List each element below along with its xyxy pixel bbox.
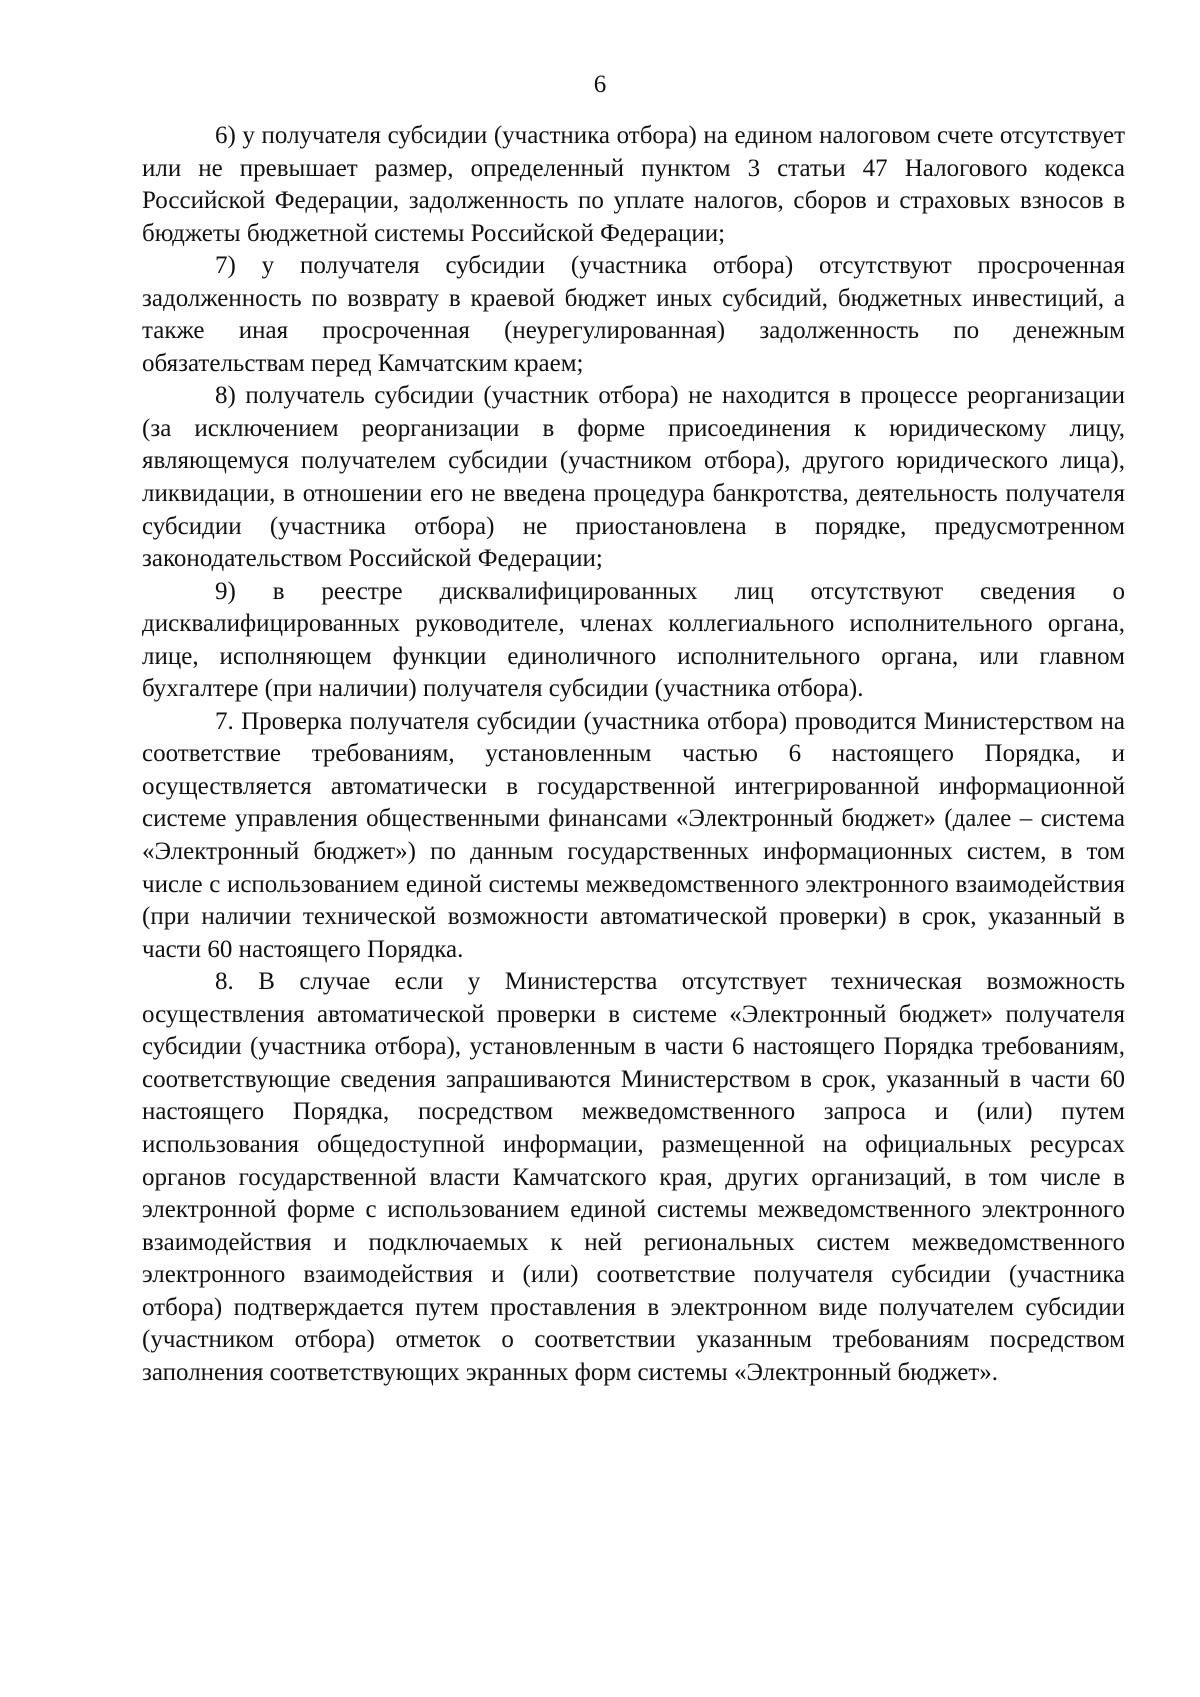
paragraph-item-7: 7) у получателя субсидии (участника отбора) отсутствуют просроченная задолженность по возврату в краевой бюджет иных субсидий, бюджетных инвестиций, а также иная просроченная (неурегулированная) задолженность по денежным обязательствам перед Камчатским краем;: [142, 252, 1125, 377]
paragraph-section-7: 7. Проверка получателя субсидии (участника отбора) проводится Министерством на соответствие требованиям, установленным частью 6 настоящего Порядка, и осуществляется автоматически в государственной интегрированной информационной системе управления общественными финансами «Электронный бюджет» (далее – система «Электронный бюджет») по данным государственных информационных систем, в том числе с использованием единой системы межведомственного электронного взаимодействия (при наличии технической возможности автоматической проверки) в срок, указанный в части 60 настоящего Порядка.: [142, 707, 1125, 963]
page-number: 6: [593, 71, 607, 98]
paragraph-item-8: 8) получатель субсидии (участник отбора) не находится в процессе реорганизации (за исключением реорганизации в форме присоединения к юридическому лицу, являющемуся получателем субсидии (участником отбора), другого юридического лица), ликвидации, в отношении его не введена процедура банкротства, деятельность получателя субсидии (участника отбора) не приостановлена в порядке, предусмотренном законодательством Российской Федерации;: [142, 382, 1125, 573]
document-body: [142, 120, 1125, 1389]
paragraph-item-6: 6) у получателя субсидии (участника отбора) на едином налоговом счете отсутствует или не превышает размер, определенный пунктом 3 статьи 47 Налогового кодекса Российской Федерации, задолженность по уплате налогов, сборов и страховых взносов в бюджеты бюджетной системы Российской Федерации;: [142, 122, 1125, 247]
paragraph-section-8: 8. В случае если у Министерства отсутствует техническая возможность осуществления автоматической проверки в системе «Электронный бюджет» получателя субсидии (участника отбора), установленным в части 6 настоящего Порядка требованиям, соответствующие сведения запрашиваются Министерством в срок, указанный в части 60 настоящего Порядка, посредством межведомственного запроса и (или) путем использования общедоступной информации, размещенной на официальных ресурсах органов государственной власти Камчатского края, других организаций, в том числе в электронной форме с использованием единой системы межведомственного электронного взаимодействия и подключаемых к ней региональных систем межведомственного электронного взаимодействия и (или) соответствие получателя субсидии (участника отбора) подтверждается путем проставления в электронном виде получателем субсидии (участником отбора) отметок о соответствии указанным требованиям посредством заполнения соответствующих экранных форм системы «Электронный бюджет».: [142, 968, 1125, 1386]
paragraph-item-9: 9) в реестре дисквалифицированных лиц отсутствуют сведения о дисквалифицированных руководителе, членах коллегиального исполнительного органа, лице, исполняющем функции единоличного исполнительного органа, или главном бухгалтере (при наличии) получателя субсидии (участника отбора).: [142, 577, 1125, 703]
